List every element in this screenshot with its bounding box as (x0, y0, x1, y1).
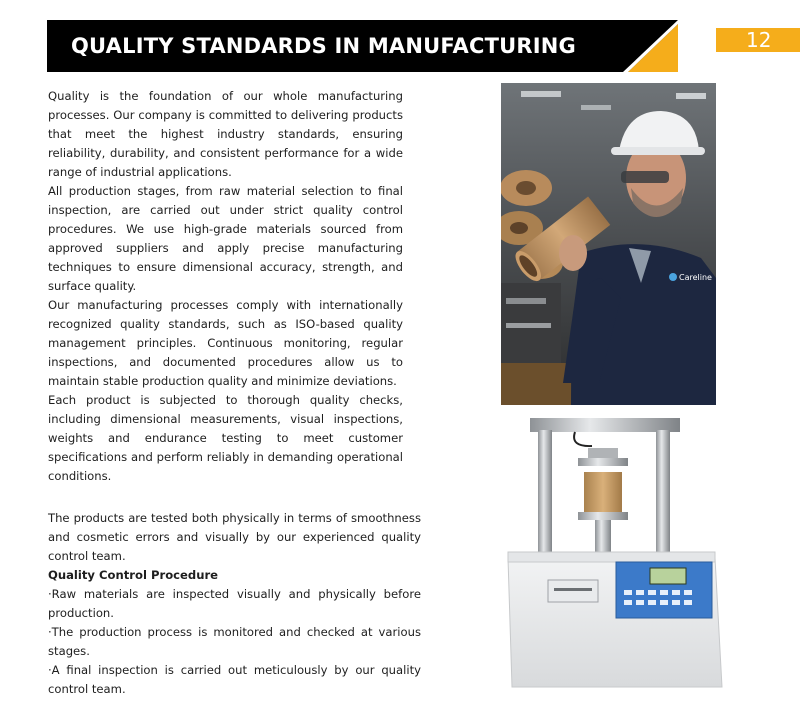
intro-text (48, 87, 403, 486)
paragraph: Each product is subjected to thorough quality checks, including dimensional measurements, visual inspections, weights and endurance testing to meet customer specifications and perform reliably in demanding operational conditions. (48, 393, 403, 483)
procedure-item: ·A final inspection is carried out meticulously by our quality control team. (48, 663, 421, 696)
title-banner (47, 20, 678, 72)
page-title: QUALITY STANDARDS IN MANUFACTURING (71, 34, 576, 58)
procedure-text (48, 509, 421, 699)
testing-paragraph: The products are tested both physically in terms of smoothness and cosmetic errors and visually by our experienced quality control team. (48, 511, 421, 563)
inspector-photo (501, 83, 716, 405)
paragraph: Quality is the foundation of our whole manufacturing processes. Our company is committed to delivering products that meet the highest industry standards, ensuring reliability, durability, and consistent performance for a wide range of industrial applications. (48, 89, 403, 179)
procedure-heading: Quality Control Procedure (48, 568, 219, 582)
procedure-item: ·Raw materials are inspected visually and physically before production. (48, 587, 421, 620)
paragraph: All production stages, from raw material selection to final inspection, are carried out under strict quality control procedures. We use high-grade materials sourced from approved suppliers and apply precise manufacturing techniques to ensure dimensional accuracy, strength, and surface quality. (48, 184, 403, 293)
procedure-item: ·The production process is monitored and checked at various stages. (48, 625, 421, 658)
page-number: 12 (716, 28, 800, 52)
compression-tester-photo (500, 412, 736, 690)
paragraph: Our manufacturing processes comply with internationally recognized quality standards, such as ISO-based quality management principles. Continuous monitoring, regular inspections, and documented procedures allow us to maintain stable production quality and minimize deviations. (48, 298, 403, 388)
jacket-logo-text: Careline (679, 273, 712, 282)
